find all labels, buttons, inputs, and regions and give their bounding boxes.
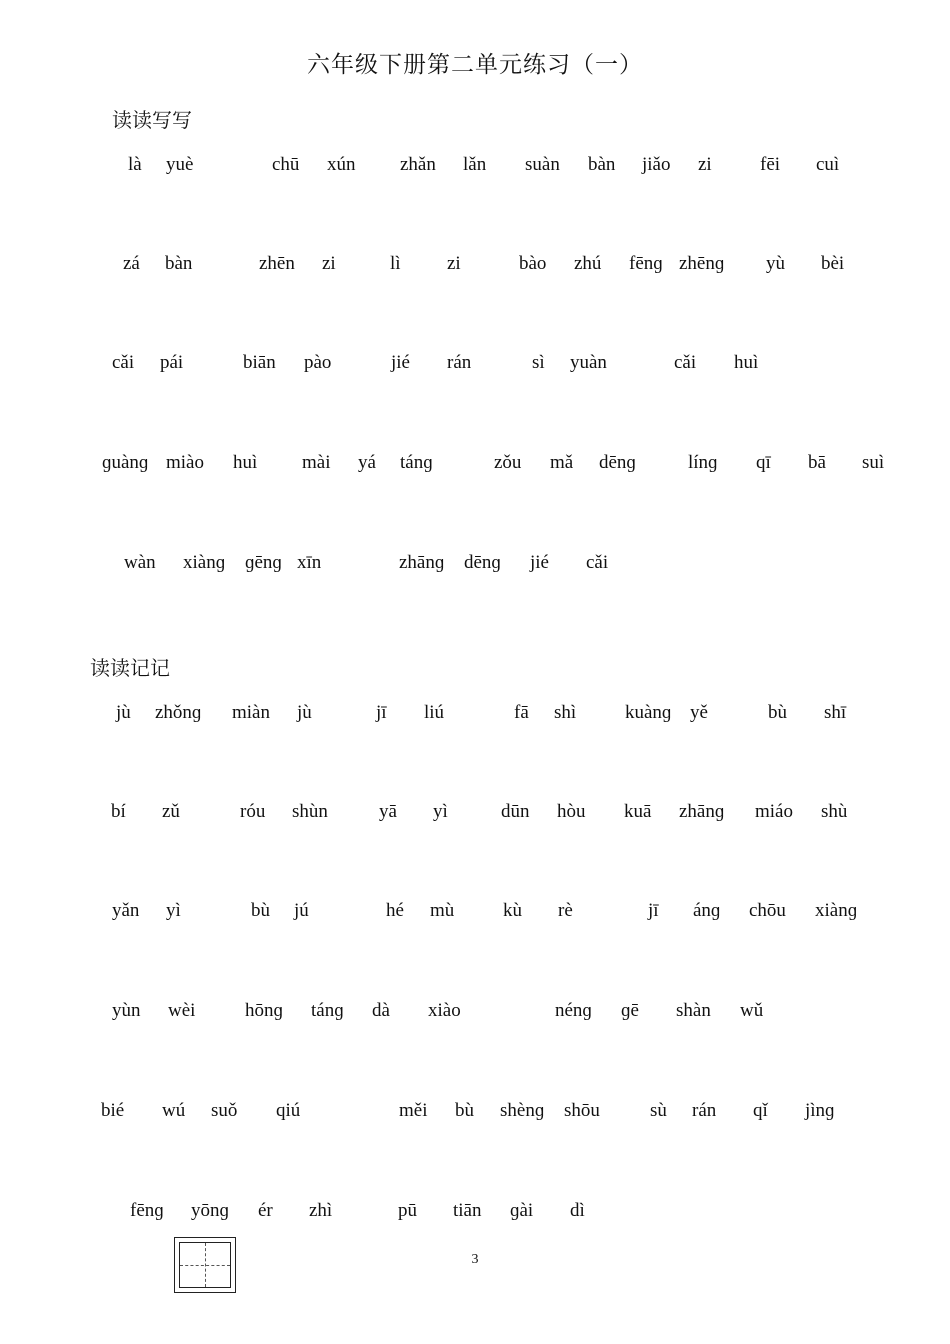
pinyin-syllable: fēnɡ <box>629 253 663 274</box>
section1-row <box>0 552 950 582</box>
pinyin-syllable: qǐ <box>753 1100 768 1121</box>
pinyin-syllable: pái <box>160 352 184 373</box>
pinyin-syllable: dì <box>570 1200 585 1221</box>
pinyin-syllable: chū <box>272 154 300 175</box>
pinyin-syllable: yù <box>766 253 785 274</box>
pinyin-syllable: yùn <box>112 1000 141 1021</box>
pinyin-syllable: cǎi <box>674 352 697 373</box>
pinyin-syllable: zhì <box>309 1200 333 1221</box>
pinyin-syllable: bù <box>251 900 270 921</box>
pinyin-syllable: shùn <box>292 801 328 822</box>
pinyin-syllable: zhēn <box>259 253 295 274</box>
section2-row <box>0 1200 950 1230</box>
pinyin-syllable: cǎi <box>112 352 135 373</box>
pinyin-syllable: dà <box>372 1000 390 1021</box>
pinyin-syllable: chōu <box>749 900 786 921</box>
pinyin-syllable: zi <box>322 253 336 274</box>
pinyin-syllable: fēnɡ <box>130 1200 164 1221</box>
pinyin-syllable: tánɡ <box>400 452 433 473</box>
pinyin-syllable: wú <box>162 1100 186 1121</box>
pinyin-syllable: jú <box>294 900 309 921</box>
pinyin-syllable: ér <box>258 1200 273 1221</box>
pinyin-syllable: kù <box>503 900 522 921</box>
pinyin-syllable: zi <box>447 253 461 274</box>
pinyin-syllable: yì <box>166 900 181 921</box>
pinyin-syllable: měi <box>399 1100 428 1121</box>
page-title: 六年级下册第二单元练习（一） <box>307 52 643 77</box>
pinyin-syllable: dēnɡ <box>464 552 501 573</box>
pinyin-syllable: lì <box>390 253 401 274</box>
section1-row <box>0 352 950 382</box>
pinyin-syllable: zǒu <box>494 452 522 473</box>
pinyin-syllable: jī <box>376 702 387 723</box>
pinyin-syllable: rán <box>447 352 472 373</box>
pinyin-syllable: hòu <box>557 801 586 822</box>
pinyin-syllable: xiànɡ <box>183 552 226 573</box>
pinyin-syllable: qī <box>756 452 771 473</box>
pinyin-syllable: zhú <box>574 253 602 274</box>
section1-row <box>0 154 950 184</box>
pinyin-syllable: bèi <box>821 253 845 274</box>
pinyin-syllable: bā <box>808 452 826 473</box>
pinyin-syllable: yě <box>690 702 708 723</box>
pinyin-syllable: tiān <box>453 1200 482 1221</box>
pinyin-syllable: shī <box>824 702 847 723</box>
pinyin-syllable: ɡuànɡ <box>102 452 149 473</box>
pinyin-syllable: zhānɡ <box>399 552 445 573</box>
pinyin-syllable: suàn <box>525 154 560 175</box>
pinyin-syllable: jù <box>116 702 131 723</box>
pinyin-syllable: nénɡ <box>555 1000 592 1021</box>
pinyin-syllable: yuè <box>166 154 194 175</box>
pinyin-syllable: jù <box>297 702 312 723</box>
pinyin-syllable: hé <box>386 900 404 921</box>
pinyin-syllable: dūn <box>501 801 530 822</box>
pinyin-syllable: wèi <box>168 1000 196 1021</box>
pinyin-syllable: sù <box>650 1100 667 1121</box>
pinyin-syllable: yá <box>358 452 376 473</box>
pinyin-syllable: shàn <box>676 1000 711 1021</box>
section2-row <box>0 801 950 831</box>
pinyin-syllable: sì <box>532 352 545 373</box>
pinyin-syllable: liú <box>424 702 445 723</box>
pinyin-syllable: zhǎn <box>400 154 436 175</box>
section2-row <box>0 900 950 930</box>
pinyin-syllable: lǎn <box>463 154 487 175</box>
pinyin-syllable: fā <box>514 702 529 723</box>
pinyin-syllable: xiànɡ <box>815 900 858 921</box>
pinyin-syllable: suǒ <box>211 1100 238 1121</box>
pinyin-syllable: ɡē <box>621 1000 639 1021</box>
pinyin-syllable: pào <box>304 352 332 373</box>
pinyin-syllable: là <box>128 154 142 175</box>
pinyin-syllable: bào <box>519 253 547 274</box>
pinyin-syllable: shènɡ <box>500 1100 545 1121</box>
pinyin-syllable: dēnɡ <box>599 452 636 473</box>
pinyin-syllable: bí <box>111 801 126 822</box>
pinyin-syllable: zhānɡ <box>679 801 725 822</box>
pinyin-syllable: tánɡ <box>311 1000 344 1021</box>
pinyin-syllable: wàn <box>124 552 156 573</box>
pinyin-syllable: bù <box>455 1100 474 1121</box>
pinyin-syllable: qiú <box>276 1100 301 1121</box>
pinyin-syllable: róu <box>240 801 266 822</box>
pinyin-syllable: ɡài <box>510 1200 534 1221</box>
pinyin-syllable: fēi <box>760 154 781 175</box>
pinyin-syllable: zi <box>698 154 712 175</box>
pinyin-syllable: miào <box>166 452 204 473</box>
pinyin-syllable: bàn <box>588 154 616 175</box>
pinyin-syllable: mù <box>430 900 455 921</box>
pinyin-syllable: huì <box>233 452 258 473</box>
pinyin-syllable: yuàn <box>570 352 607 373</box>
section2-row <box>0 1000 950 1030</box>
section2-row <box>0 1100 950 1130</box>
pinyin-syllable: biān <box>243 352 276 373</box>
pinyin-syllable: bié <box>101 1100 125 1121</box>
pinyin-syllable: bù <box>768 702 787 723</box>
pinyin-syllable: hōnɡ <box>245 1000 283 1021</box>
pinyin-syllable: rán <box>692 1100 717 1121</box>
pinyin-syllable: mǎ <box>550 452 574 473</box>
pinyin-syllable: rè <box>558 900 573 921</box>
pinyin-syllable: shì <box>554 702 577 723</box>
pinyin-syllable: ánɡ <box>693 900 721 921</box>
pinyin-syllable: bàn <box>165 253 193 274</box>
pinyin-syllable: yì <box>433 801 448 822</box>
pinyin-syllable: yōnɡ <box>191 1200 229 1221</box>
pinyin-syllable: cuì <box>816 154 840 175</box>
pinyin-syllable: zhǒnɡ <box>155 702 202 723</box>
pinyin-syllable: línɡ <box>688 452 718 473</box>
section2-row <box>0 702 950 732</box>
pinyin-syllable: jiǎo <box>642 154 671 175</box>
pinyin-syllable: miáo <box>755 801 793 822</box>
pinyin-syllable: cǎi <box>586 552 609 573</box>
pinyin-syllable: xiào <box>428 1000 461 1021</box>
pinyin-syllable: zá <box>123 253 140 274</box>
pinyin-syllable: xún <box>327 154 356 175</box>
pinyin-syllable: mài <box>302 452 331 473</box>
pinyin-syllable: wǔ <box>740 1000 764 1021</box>
pinyin-syllable: suì <box>862 452 885 473</box>
pinyin-syllable: pū <box>398 1200 417 1221</box>
pinyin-syllable: jié <box>391 352 410 373</box>
section-heading-read-remember: 读读记记 <box>90 656 170 680</box>
pinyin-syllable: shōu <box>564 1100 600 1121</box>
pinyin-syllable: shù <box>821 801 848 822</box>
pinyin-syllable: zǔ <box>162 801 180 822</box>
pinyin-syllable: jié <box>530 552 549 573</box>
pinyin-syllable: jìnɡ <box>805 1100 835 1121</box>
pinyin-syllable: ɡēnɡ <box>245 552 282 573</box>
pinyin-syllable: kuànɡ <box>625 702 672 723</box>
pinyin-syllable: jī <box>648 900 659 921</box>
section1-row <box>0 452 950 482</box>
pinyin-syllable: miàn <box>232 702 270 723</box>
section-heading-read-write: 读读写写 <box>112 108 192 132</box>
pinyin-syllable: kuā <box>624 801 652 822</box>
pinyin-syllable: xīn <box>297 552 322 573</box>
pinyin-syllable: huì <box>734 352 759 373</box>
page-number: 3 <box>471 1252 479 1267</box>
section1-row <box>0 253 950 283</box>
pinyin-syllable: yǎn <box>112 900 140 921</box>
pinyin-syllable: zhēnɡ <box>679 253 725 274</box>
pinyin-syllable: yā <box>379 801 397 822</box>
